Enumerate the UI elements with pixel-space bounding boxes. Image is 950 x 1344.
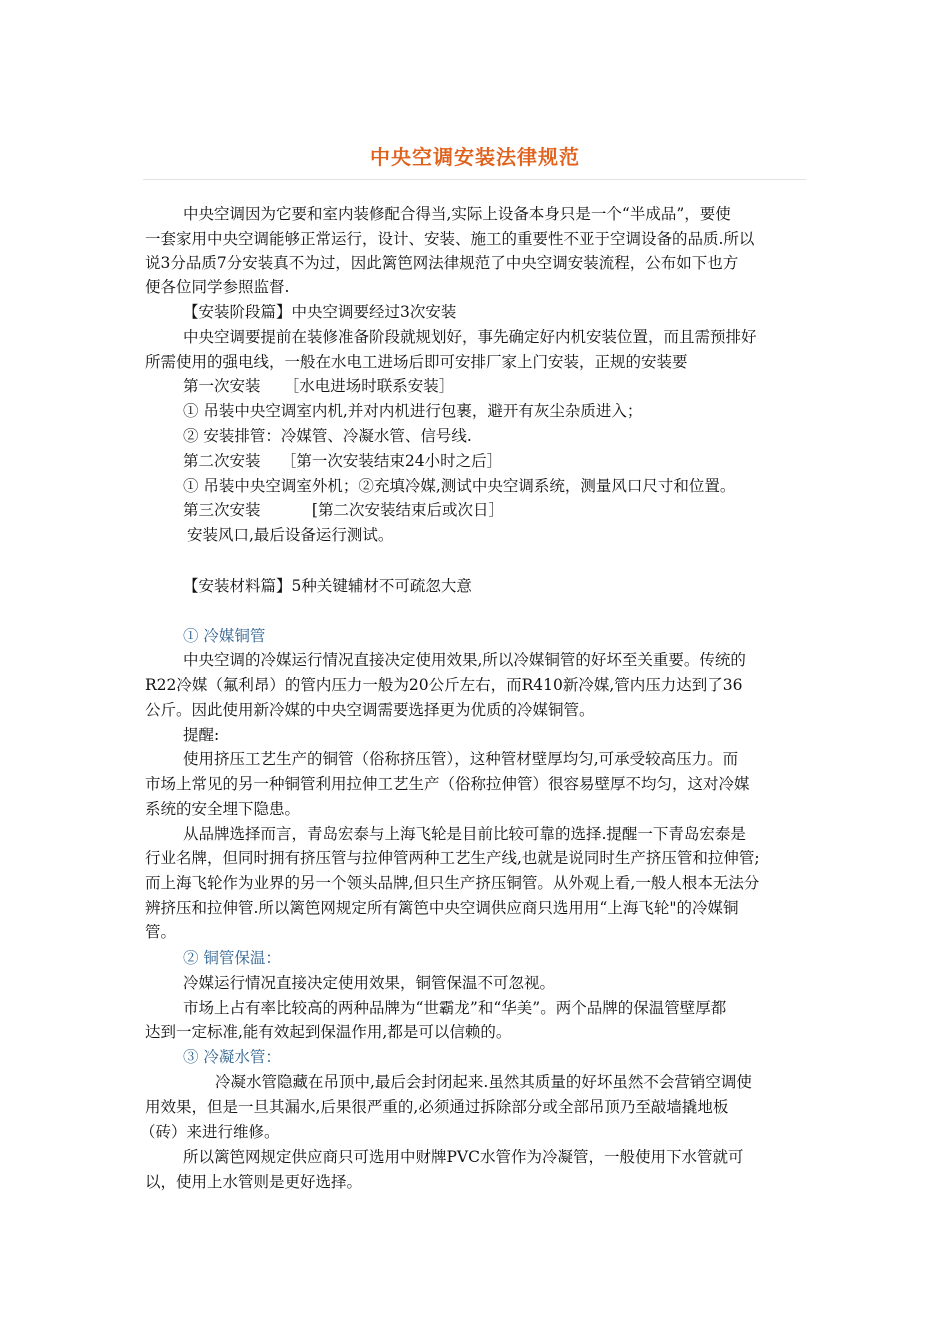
paragraph-line: 以，使用上水管则是更好选择。 <box>145 1173 363 1191</box>
paragraph-line: 说3分品质7分安装真不为过，因此篱笆网法律规范了中央空调安装流程，公布如下也方 <box>145 254 739 272</box>
paragraph-line: 达到一定标准,能有效起到保温作用,都是可以信赖的。 <box>145 1023 512 1041</box>
paragraph-line: 市场上常见的另一种铜管利用拉伸工艺生产（俗称拉伸管）很容易壁厚不均匀，这对冷媒 <box>145 775 750 793</box>
paragraph-line: 第二次安装 ［第一次安装结束24小时之后］ <box>183 452 503 470</box>
paragraph-line: 所以篱笆网规定供应商只可选用中财牌PVC水管作为冷凝管，一般使用下水管就可 <box>183 1148 744 1166</box>
paragraph-line: 用效果，但是一旦其漏水,后果很严重的,必须通过拆除部分或全部吊顶乃至敲墙撬地板 <box>145 1098 729 1116</box>
paragraph-line: 冷媒运行情况直接决定使用效果，铜管保温不可忽视。 <box>183 974 556 992</box>
document-title: 中央空调安装法律规范 <box>370 145 580 169</box>
title-divider <box>143 179 806 180</box>
paragraph-line: 从品牌选择而言，青岛宏泰与上海飞轮是目前比较可靠的选择.提醒一下青岛宏泰是 <box>183 825 746 843</box>
paragraph-line: 系统的安全埋下隐患。 <box>145 800 301 818</box>
paragraph-line: 冷凝水管隐藏在吊顶中,最后会封闭起来.虽然其质量的好坏虽然不会营销空调使 <box>215 1073 752 1091</box>
paragraph-line: （砖）来进行维修。 <box>140 1123 280 1141</box>
paragraph-line: 中央空调的冷媒运行情况直接决定使用效果,所以冷媒铜管的好坏至关重要。传统的 <box>183 651 746 669</box>
paragraph-line: 一套家用中央空调能够正常运行，设计、安装、施工的重要性不亚于空调设备的品质.所以 <box>145 230 755 248</box>
paragraph-line: 行业名牌，但同时拥有挤压管与拉伸管两种工艺生产线,也就是说同时生产挤压管和拉伸管; <box>145 849 760 867</box>
paragraph-line: 便各位同学参照监督. <box>145 278 290 296</box>
paragraph-line: ② 安装排管：冷媒管、冷凝水管、信号线. <box>183 427 472 445</box>
paragraph-line: R22冷媒（氟利昂）的管内压力一般为20公斤左右，而R410新冷媒,管内压力达到了36 <box>145 676 743 694</box>
paragraph-line: 安装风口,最后设备运行测试。 <box>187 526 394 544</box>
paragraph-line: 【安装阶段篇】中央空调要经过3次安装 <box>183 303 457 321</box>
paragraph-line: 提醒: <box>183 726 220 744</box>
paragraph-line: 第三次安装 [第二次安装结束后或次日］ <box>183 501 504 519</box>
paragraph-line: 而上海飞轮作为业界的另一个领头品牌,但只生产挤压铜管。从外观上看,一般人根本无法分 <box>145 874 760 892</box>
paragraph-line: 中央空调要提前在装修准备阶段就规划好，事先确定好内机安装位置，而且需预排好 <box>183 328 757 346</box>
paragraph-line: 使用挤压工艺生产的铜管（俗称挤压管），这种管材壁厚均匀,可承受较高压力。而 <box>183 750 739 768</box>
paragraph-line: 管。 <box>145 923 177 941</box>
paragraph-line: 中央空调因为它要和室内装修配合得当,实际上设备本身只是一个“半成品”，要使 <box>183 205 731 223</box>
section-heading: ② 铜管保温： <box>183 949 281 967</box>
section-heading: ① 冷媒铜管 <box>183 627 266 645</box>
section-heading: ③ 冷凝水管： <box>183 1048 281 1066</box>
paragraph-line: 市场上占有率比较高的两种品牌为“世霸龙”和“华美”。两个品牌的保温管壁厚都 <box>183 999 727 1017</box>
paragraph-line: 第一次安装 ［水电进场时联系安装］ <box>183 377 455 395</box>
paragraph-line: 辨挤压和拉伸管.所以篱笆网规定所有篱笆中央空调供应商只选用用“上海飞轮"的冷媒铜 <box>145 899 739 917</box>
paragraph-line: 【安装材料篇】5种关键辅材不可疏忽大意 <box>183 577 472 595</box>
paragraph-line: ① 吊装中央空调室内机,并对内机进行包裹，避开有灰尘杂质进入； <box>183 402 643 420</box>
paragraph-line: ① 吊装中央空调室外机；②充填冷媒,测试中央空调系统，测量风口尺寸和位置。 <box>183 477 736 495</box>
paragraph-line: 所需使用的强电线，一般在水电工进场后即可安排厂家上门安装，正规的安装要 <box>145 353 688 371</box>
paragraph-line: 公斤。因此使用新冷媒的中央空调需要选择更为优质的冷媒铜管。 <box>145 701 595 719</box>
